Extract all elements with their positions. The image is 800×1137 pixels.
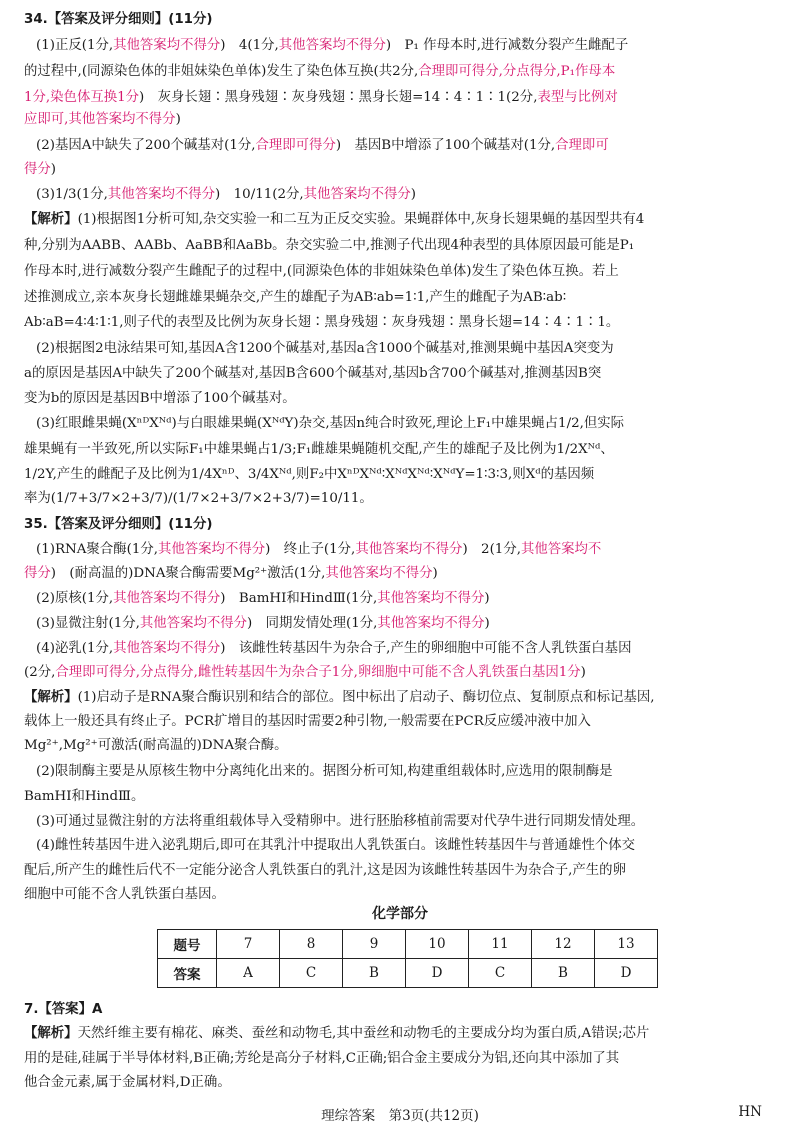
- q34-analysis-10: 雄果蝇有一半致死,所以实际F₁中雄果蝇占1/3;F₁雌雄果蝇随机交配,产生的雄配子及比例为1/2Xᴺᵈ、: [24, 442, 614, 457]
- q34-title: 34.【答案及评分细则】(11分): [24, 12, 213, 27]
- q34-line2: 的过程中,(同源染色体的非姐妹染色单体)发生了染色体互换(共2分,合理即可得分,分点得分,P₁作母本: [24, 64, 616, 79]
- q34-line6: 得分): [24, 162, 57, 177]
- q7-analysis-2: 用的是硅,硅属于半导体材料,B正确;芳纶是高分子材料,C正确;铝合金主要成分为铝,还向其中添加了其: [24, 1051, 620, 1066]
- q7-analysis-3: 他合金元素,属于金属材料,D正确。: [24, 1075, 231, 1090]
- table-cell: 13: [595, 930, 658, 959]
- table-cell: D: [406, 959, 469, 988]
- q34-line5: (2)基因A中缺失了200个碱基对(1分,合理即可得分) 基因B中增添了100个碱基对(1分,合理即可: [36, 138, 609, 153]
- q35-line5: (4)泌乳(1分,其他答案均不得分) 该雌性转基因牛为杂合子,产生的卵细胞中可能不含人乳铁蛋白基因: [36, 641, 632, 656]
- q35-line1: (1)RNA聚合酶(1分,其他答案均不得分) 终止子(1分,其他答案均不得分) 2(1分,其他答案均不: [36, 542, 602, 557]
- chemistry-section-title: 化学部分: [372, 906, 428, 922]
- q34-analysis-7: a的原因是基因A中缺失了200个碱基对,基因B含600个碱基对,基因b含700个碱基对,推测基因B突: [24, 366, 602, 381]
- table-cell: 8: [280, 930, 343, 959]
- q35-analysis-5: BamHⅠ和HindⅢ。: [24, 789, 145, 804]
- table-header-answer: 答案: [158, 959, 217, 988]
- q35-analysis-1: 【解析】(1)启动子是RNA聚合酶识别和结合的部位。图中标出了启动子、酶切位点、复制原点和标记基因,: [24, 690, 655, 705]
- q34-analysis-12: 率为(1/7+3/7×2+3/7)/(1/7×2+3/7×2+3/7)=10/11。: [24, 491, 373, 506]
- region-code: HN: [738, 1104, 762, 1120]
- q35-analysis-9: 细胞中可能不含人乳铁蛋白基因。: [24, 887, 225, 902]
- chemistry-answer-table: [157, 929, 658, 988]
- q35-line2: 得分) (耐高温的)DNA聚合酶需要Mg²⁺激活(1分,其他答案均不得分): [24, 566, 438, 581]
- table-cell: B: [532, 959, 595, 988]
- q7-analysis-1: 【解析】天然纤维主要有棉花、麻类、蚕丝和动物毛,其中蚕丝和动物毛的主要成分均为蛋白质,A错误;芯片: [24, 1026, 650, 1041]
- table-cell: C: [469, 959, 532, 988]
- q35-title: 35.【答案及评分细则】(11分): [24, 517, 213, 532]
- q35-analysis-7: (4)雌性转基因牛进入泌乳期后,即可在其乳汁中提取出人乳铁蛋白。该雌性转基因牛与普通雄性个体交: [36, 838, 636, 853]
- table-cell: 10: [406, 930, 469, 959]
- q34-analysis-1: 【解析】(1)根据图1分析可知,杂交实验一和二互为正反交实验。果蝇群体中,灰身长翅果蝇的基因型共有4: [24, 212, 645, 227]
- q34-analysis-5: Ab∶aB=4∶4∶1∶1,则子代的表型及比例为灰身长翅∶黑身残翅∶灰身残翅∶黑身长翅=14∶4∶1∶1。: [24, 315, 620, 330]
- q35-analysis-4: (2)限制酶主要是从原核生物中分离纯化出来的。据图分析可知,构建重组载体时,应选用的限制酶是: [36, 764, 613, 779]
- q35-line3: (2)原核(1分,其他答案均不得分) BamHⅠ和HindⅢ(1分,其他答案均不得分): [36, 591, 490, 606]
- q34-analysis-9: (3)红眼雌果蝇(XⁿᴰXᴺᵈ)与白眼雄果蝇(XᴺᵈY)杂交,基因n纯合时致死,理论上F₁中雄果蝇占1/2,但实际: [36, 416, 625, 431]
- q35-line6: (2分,合理即可得分,分点得分,雌性转基因牛为杂合子1分,卵细胞中可能不含人乳铁蛋白基因1分): [24, 665, 586, 680]
- q34-line7: (3)1/3(1分,其他答案均不得分) 10/11(2分,其他答案均不得分): [36, 187, 417, 202]
- table-cell: 12: [532, 930, 595, 959]
- table-row-answers: [158, 959, 658, 988]
- q35-line4: (3)显微注射(1分,其他答案均不得分) 同期发情处理(1分,其他答案均不得分): [36, 616, 490, 631]
- q34-analysis-3: 作母本时,进行减数分裂产生雌配子的过程中,(同源染色体的非姐妹染色单体)发生了染色体互换。若上: [24, 264, 619, 279]
- q35-analysis-6: (3)可通过显微注射的方法将重组载体导入受精卵中。进行胚胎移植前需要对代孕牛进行同期发情处理。: [36, 814, 645, 829]
- q34-analysis-11: 1/2Y,产生的雌配子及比例为1/4Xⁿᴰ、3/4Xᴺᵈ,则F₂中XⁿᴰXᴺᵈ∶XᴺᵈXᴺᵈ∶XᴺᵈY=1∶3∶3,则Xᵈ的基因频: [24, 467, 595, 482]
- table-header-question: 题号: [158, 930, 217, 959]
- q35-analysis-8: 配后,所产生的雌性后代不一定能分泌含人乳铁蛋白的乳汁,这是因为该雌性转基因牛为杂合子,产生的卵: [24, 863, 626, 878]
- table-cell: A: [217, 959, 280, 988]
- page-footer: 理综答案 第3页(共12页): [321, 1108, 479, 1124]
- table-cell: 9: [343, 930, 406, 959]
- q34-analysis-8: 变为b的原因是基因B中增添了100个碱基对。: [24, 391, 296, 406]
- q34-analysis-6: (2)根据图2电泳结果可知,基因A含1200个碱基对,基因a含1000个碱基对,推测果蝇中基因A突变为: [36, 341, 614, 356]
- table-cell: D: [595, 959, 658, 988]
- table-cell: C: [280, 959, 343, 988]
- q34-line4: 应即可,其他答案均不得分): [24, 112, 181, 127]
- q34-analysis-4: 述推测成立,亲本灰身长翅雌雄果蝇杂交,产生的雄配子为AB∶ab=1∶1,产生的雌配子为AB∶ab∶: [24, 290, 567, 305]
- q34-line1: (1)正反(1分,其他答案均不得分) 4(1分,其他答案均不得分) P₁ 作母本时,进行减数分裂产生雌配子: [36, 38, 629, 53]
- q34-line3: 1分,染色体互换1分) 灰身长翅∶黑身残翅∶灰身残翅∶黑身长翅=14∶4∶1∶1(2分,表型与比例对: [24, 90, 618, 105]
- table-row-questions: [158, 930, 658, 959]
- q35-analysis-3: Mg²⁺,Mg²⁺可激活(耐高温的)DNA聚合酶。: [24, 738, 288, 753]
- q7-title: 7.【答案】A: [24, 1002, 103, 1017]
- q34-analysis-2: 种,分别为AABB、AABb、AaBB和AaBb。杂交实验二中,推测子代出现4种表型的具体原因最可能是P₁: [24, 238, 635, 253]
- table-cell: 7: [217, 930, 280, 959]
- table-cell: 11: [469, 930, 532, 959]
- q35-analysis-2: 载体上一般还具有终止子。PCR扩增目的基因时需要2种引物,一般需要在PCR反应缓冲液中加入: [24, 714, 591, 729]
- table-cell: B: [343, 959, 406, 988]
